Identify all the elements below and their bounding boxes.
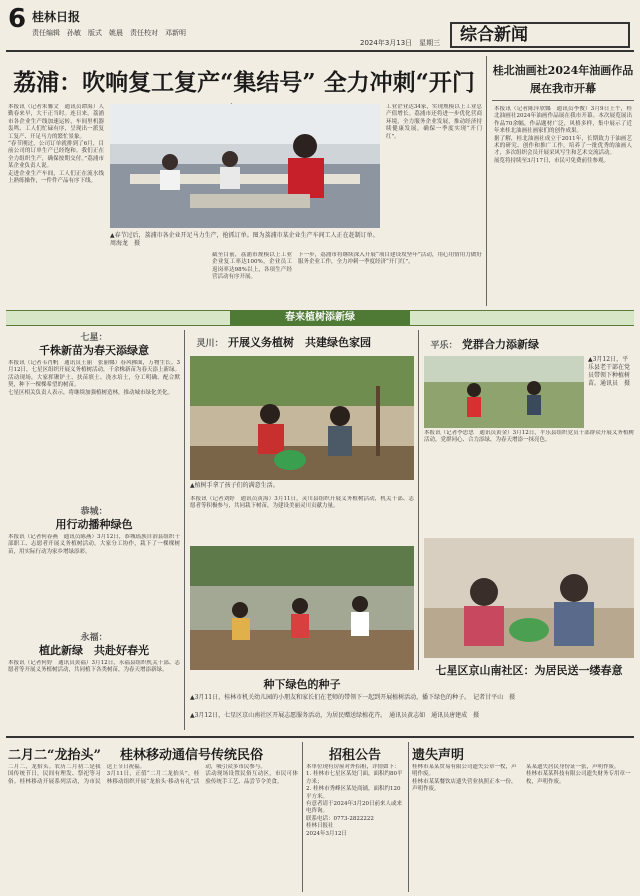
- lead-column-4: 截至目前，荔浦市规模以上工业企业复工率达100%，企业员工返岗率达98%以上，各项生产经营活动有序开展。: [212, 252, 292, 281]
- pingle-photo-caption: ▲3月12日，平乐县老干部在党员带领下种植树苗。通讯员 摄: [588, 356, 631, 387]
- lingchuan-headline: 开展义务植树 共建绿色家园: [228, 336, 371, 349]
- qixing-headline: 千株新苗为春天添绿意: [39, 344, 149, 357]
- feature-band-title: 春来植树添新绿: [230, 310, 410, 326]
- section-rule: [6, 736, 634, 738]
- ad-notice-body: 桂林市某某贸易有限公司遗失公章一枚，声明作废。 桂林市某某餐饮店遗失营业执照正本一份，声明作废。 某某遗失居民身份证一张，声明作废。 桂林市某某科技有限公司遗失财务专用章一枚，声明作废。: [412, 764, 631, 793]
- lingchuan-photo-caption: ▲植树手拿了孩子们的满意生活。: [190, 482, 279, 489]
- factory-photo: [110, 104, 380, 228]
- pingle-photo: [424, 356, 584, 428]
- ad-rental-body: 本单位现有房屋对外招租，详情如下： 1. 桂林市七星区某处门面，面积约80平方米； 2. 桂林市秀峰区某处商铺，面积约120平方米。 有意者请于2024年3月20日前来人或来电咨询。 联系电话：0773-2822222 桂林日报社 2024年3月12日: [306, 764, 403, 837]
- seed-photo: [190, 546, 414, 670]
- newspaper-name: 桂林日报: [32, 10, 81, 24]
- right-body: 本报讯（记者陈萍欣娜 通讯员李俊）3月9日上午，桂北油画社2024年油画作品展在我市开幕。本次展览展出作品70余幅，作品题材广泛，风格多样，集中展示了近年来桂北油画社画家们的创作成果。 据了解，桂北油画社成立于2011年，长期致力于油画艺术的研究、创作和推广工作，培养了一批优秀的油画人才，多次组织会员开展采风写生和艺术交流活动。 展览将持续至3月17日，市民可免费前往参观。: [494, 106, 632, 164]
- seed-headline: 种下绿色的种子: [263, 678, 341, 691]
- header-rule: [6, 50, 634, 52]
- issue-date: 2024年3月13日 星期三: [360, 39, 441, 47]
- column-divider: [418, 330, 419, 670]
- lead-column-5: 下一步，荔浦市将继续深入开展“项目建设攻坚年”活动，用心用情用力做好服务企业工作，全力冲刺一季度经济“开门红”。: [298, 252, 482, 266]
- column-divider: [184, 330, 185, 730]
- gongcheng-body: 本报讯（记者何春燕 通讯员陈燕）3月12日，恭城瑶族自治县组织干部职工、志愿者开展义务植树活动。大家分工协作，栽下了一棵棵树苗，用实际行动为家乡增绿添彩。: [8, 534, 180, 555]
- ad-notice-title: 遗失声明: [412, 748, 465, 763]
- community-photo: [424, 538, 634, 658]
- page-number: 6: [8, 4, 27, 34]
- ad-rental-title: 招租公告: [328, 748, 381, 763]
- lead-column-3: 工业企业达34家，实现规模以上工业总产值增长。荔浦市还将进一步优化营商环境，全力服务企业发展，推动经济持续健康发展，确保一季度实现“开门红”。: [386, 104, 482, 140]
- yongfu-tag: 永福：: [80, 633, 108, 643]
- pingle-tag: 平乐：: [430, 341, 458, 351]
- staff-line: 责任编辑 孙敏 版式 姚晨 责任校对 邓新明: [32, 29, 186, 37]
- right-headline: 桂北油画社2024年油画作品展在我市开幕: [492, 64, 634, 95]
- community-headline: 七星区京山南社区：为居民送一缕春意: [435, 664, 623, 677]
- masthead: [0, 0, 640, 52]
- yongfu-body: 本报讯（记者何婷 通讯员黄福）3月12日，永福县组织机关干部、志愿者等开展义务植树活动，共同植下各类树苗，为春天增添新绿。: [8, 660, 180, 674]
- column-divider: [408, 742, 409, 892]
- bottom-body: 二月二，龙抬头。农历二月初二是我国传统节日，民间有理发、祭祀等习俗。桂林移动开展系列活动，为市民送上节日祝福。 3月11日，正值“二月二龙抬头”，桂林移动组织开展“龙抬头·移动有礼”活动，吸引众多市民参与。 活动现场设置民俗互动区，市民可体验传统手工艺、品尝节令美食。: [8, 764, 298, 785]
- lead-headline: 荔浦：吹响复工复产“集结号” 全力冲刺“开门: [13, 69, 475, 96]
- lingchuan-body: 本报讯（记者刘婷 通讯员黄海）3月11日，灵川县组织开展义务植树活动，机关干部、志愿者等积极参与，共同栽下树苗，为建设美丽灵川贡献力量。: [190, 496, 414, 510]
- community-caption: ▲3月12日，七星区京山南社区开展志愿服务活动，为居民赠送绿植花卉。 通讯员黄志如 通讯员唐建成 摄: [190, 712, 480, 719]
- pingle-headline: 党群合力添新绿: [462, 338, 539, 351]
- gongcheng-headline: 用行动播种绿色: [55, 518, 133, 531]
- column-divider: [486, 56, 487, 306]
- bottom-headline-1: 二月二“龙抬头”: [8, 748, 101, 763]
- column-divider: [302, 742, 303, 892]
- lead-column-1: 本报讯（记者朱馨文 通讯员谭海）人勤春来早，大干正当时。连日来，荔浦市各企业生产线加速运转，车间里机器轰鸣、工人们忙碌有序，呈现出一派复工复产、开足马力的繁忙景象。 “春节刚过，公司订单就排到了6月，目前公司的订单生产已经饱和。我们正在全力组织生产，确保按期交付。”荔浦市某企业负责人说。 走进企业生产车间，工人们正在流水线上熟练操作，一件件产品有序下线。: [8, 104, 104, 185]
- lead-photo-caption: ▲春节过后，荔浦市各企业开足马力生产，抢抓订单。图为荔浦市某企业生产车间工人正在赶制订单。 周海龙 摄: [110, 232, 382, 247]
- lingchuan-photo: [190, 356, 414, 480]
- bottom-headline-2: 桂林移动通信号传统民俗: [120, 748, 264, 763]
- seed-caption: ▲3月11日，桂林市机关幼儿园的小朋友和家长们在老师的带领下一起到开展植树活动，播下绿色的种子。 记者甘平山 摄: [190, 694, 516, 701]
- qixing-tag: 七星：: [80, 333, 108, 343]
- gongcheng-tag: 恭城：: [80, 507, 108, 517]
- pingle-body: 本报讯（记者李思思 通讯员黄金）3月12日，平乐县组织党员干部群众开展义务植树活动，党群同心、合力添绿，为春天增添一抹亮色。: [424, 430, 634, 444]
- lingchuan-tag: 灵川：: [196, 339, 224, 349]
- qixing-body: 本报讯（记者韦肖帆 通讯员王丽 张丽娜）春风拂面，万物生长。3月12日，七星区组织开展义务植树活动，千余株新苗为春天添上新绿。 活动现场，大家挥锹铲土、扶苗填土、浇水培土，分工明确、配合默契，种下一棵棵希望的树苗。 七星区相关负责人表示，将继续加强植树造林，推动城市绿化美化。: [8, 360, 180, 396]
- section-title: 综合新闻: [450, 22, 630, 48]
- right-headline-rule: [492, 100, 634, 101]
- yongfu-headline: 植此新绿 共赴好春光: [39, 644, 149, 657]
